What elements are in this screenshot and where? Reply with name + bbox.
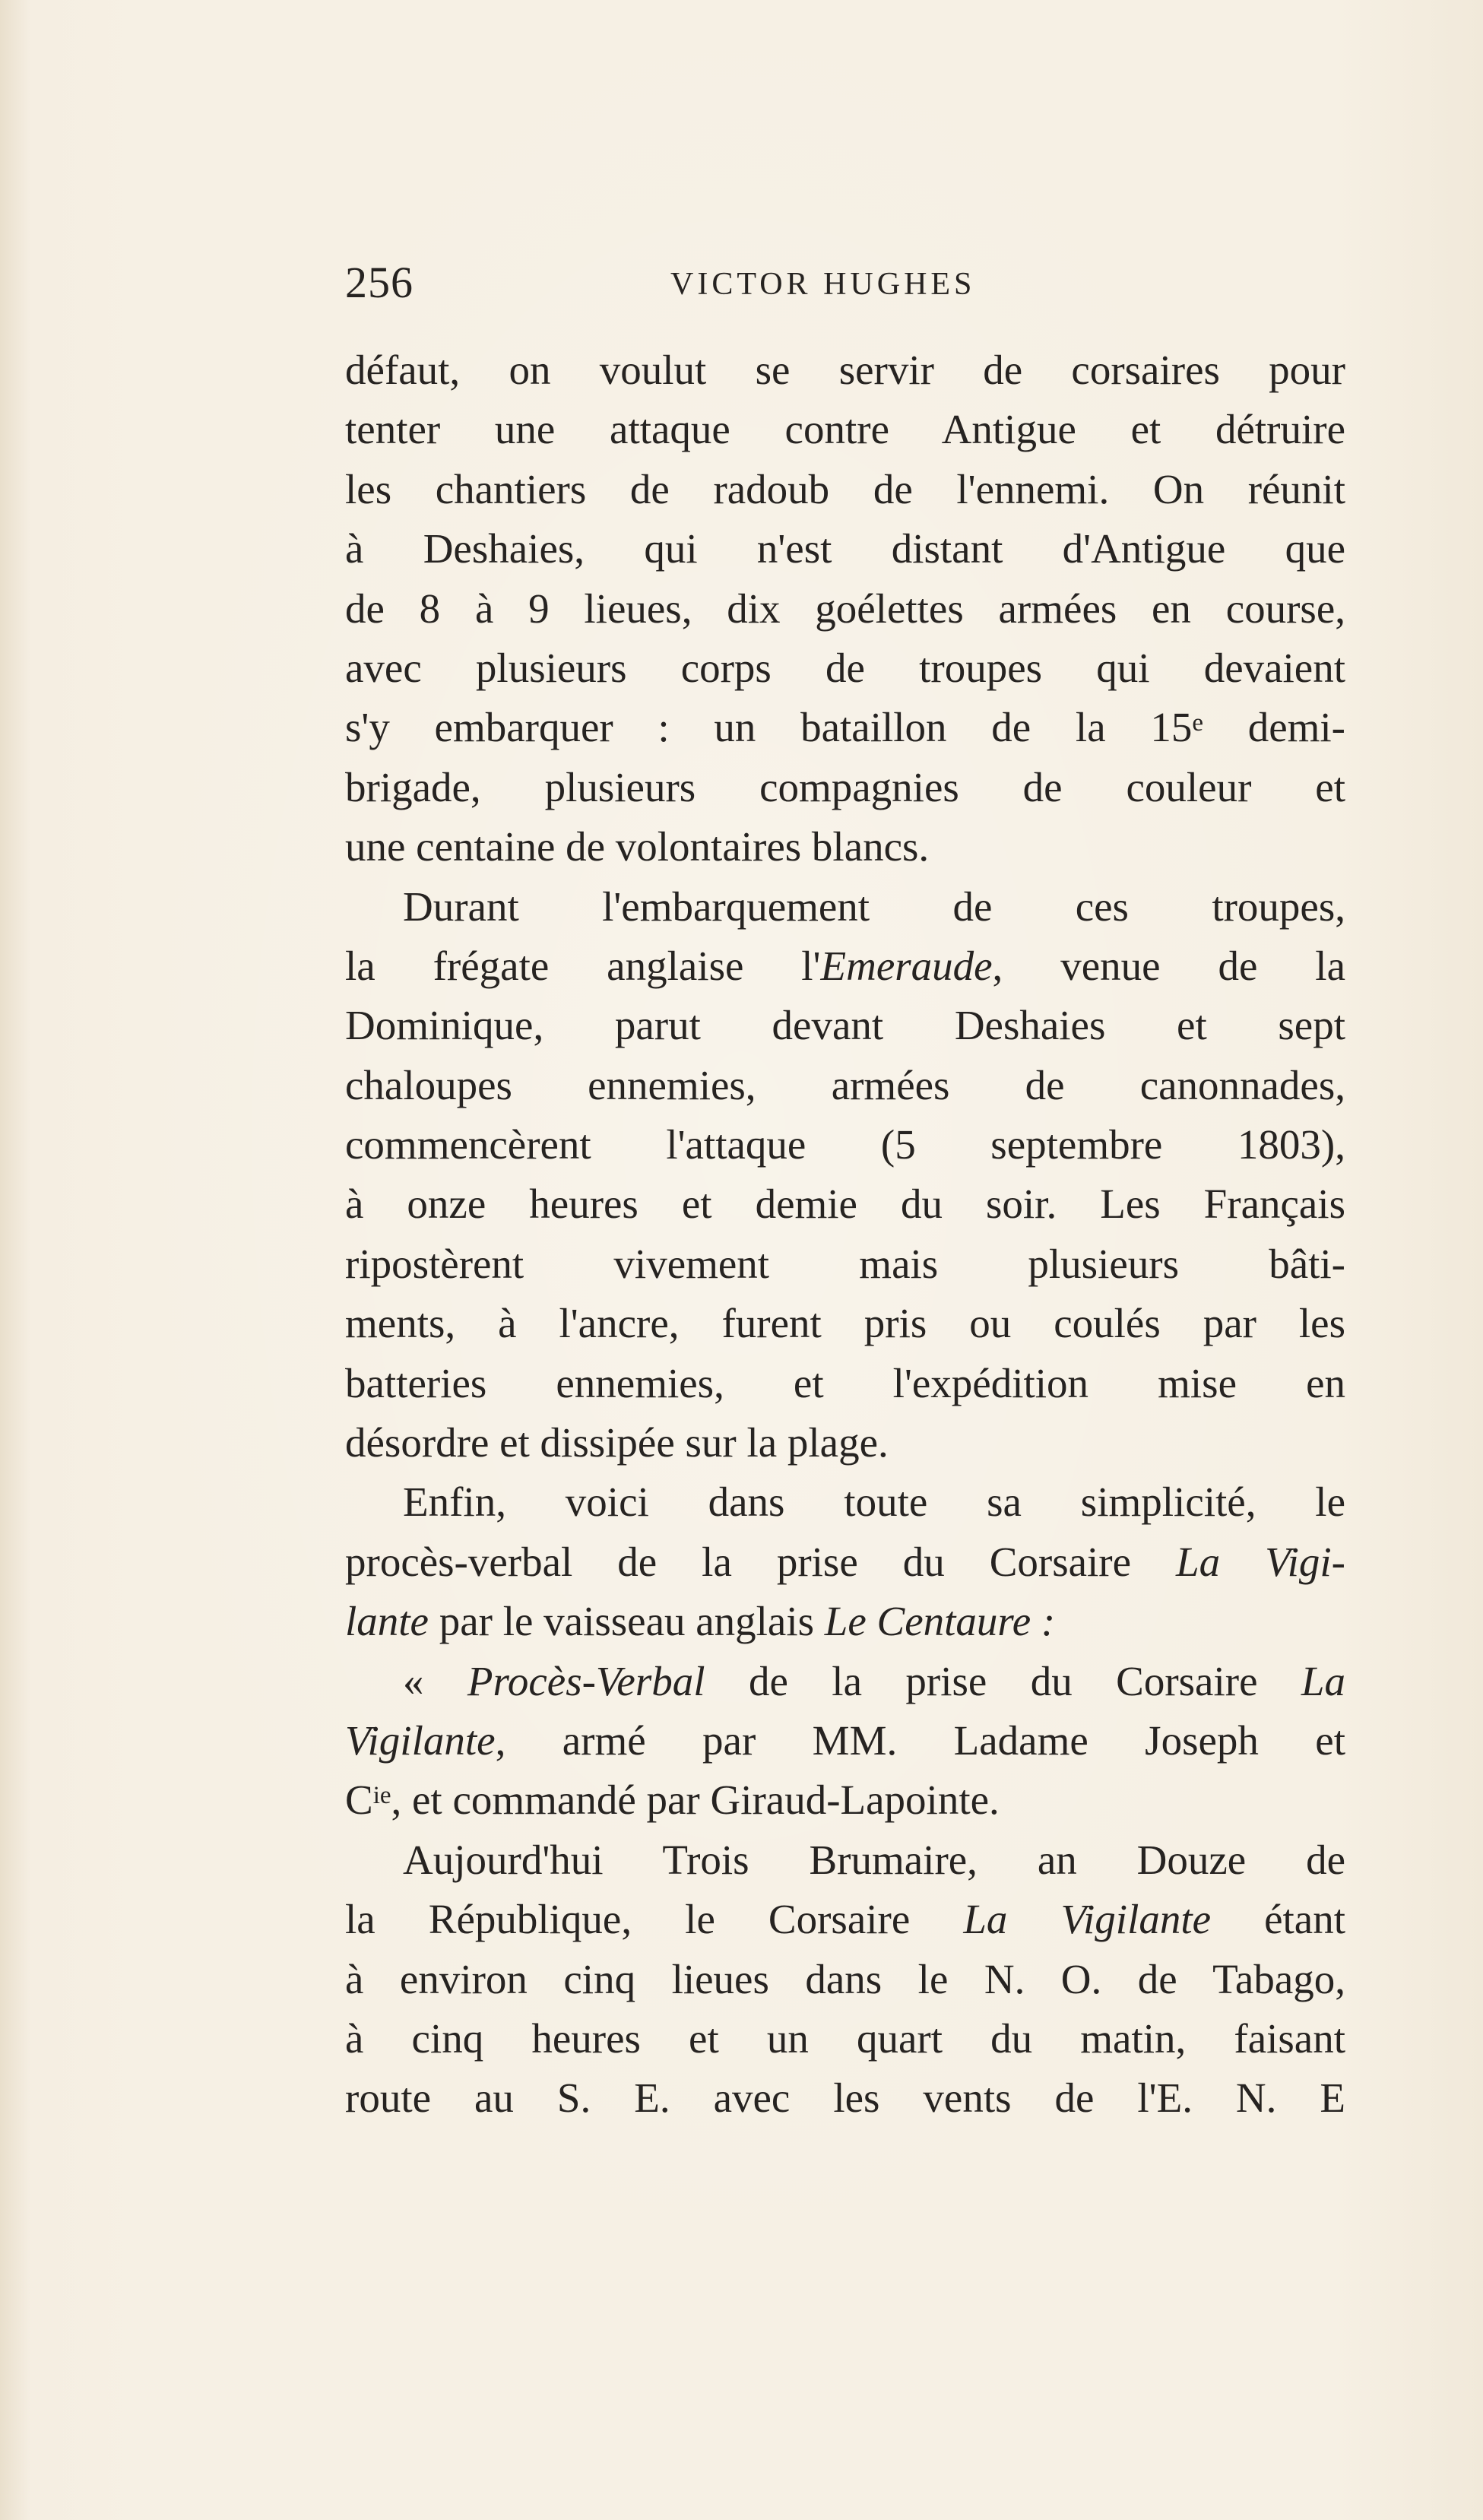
running-title: VICTOR HUGHES [670,267,976,302]
text-line [345,1592,1345,1651]
italic-title: Le Centaure : [824,1598,1056,1645]
text-line: à onze heures et demie du soir. Les Français [345,1181,1345,1228]
text-span: C [345,1777,373,1824]
text-span: la République, le Corsaire [345,1896,964,1943]
text-line: ripostèrent vivement mais plusieurs bâti- [345,1240,1345,1287]
text-line: chaloupes ennemies, armées de canonnades, [345,1061,1345,1108]
superscript: ie [372,1781,391,1809]
page-number: 256 [345,258,414,307]
text-span: demi- [1203,704,1345,751]
text-line [345,1711,1345,1770]
text-line: brigade, plusieurs compagnies de couleur et [345,763,1345,810]
page-header [345,252,1345,313]
text-line: à environ cinq lieues dans le N. O. de Tabago, [345,1955,1345,2002]
body-text [345,341,1345,2129]
text-line: Enfin, voici dans toute sa simplicité, le [403,1479,1345,1526]
italic-title: La [1301,1657,1345,1704]
text-span: , venue de la [992,942,1345,989]
italic-title: La Vigilante [963,1896,1212,1943]
text-span: la frégate anglaise l' [345,942,821,989]
text-line: désordre et dissipée sur la plage. [345,1419,889,1466]
text-line [345,1533,1345,1592]
text-span: procès-verbal de la prise du Corsaire [345,1538,1177,1585]
italic-title: Vigilante [345,1716,496,1764]
text-span: par le vaisseau anglais [428,1598,825,1645]
text-span: , armé par MM. Ladame Joseph et [495,1716,1345,1764]
text-line [345,1770,1345,1830]
text-line: une centaine de volontaires blancs. [345,823,930,870]
text-line: batteries ennemies, et l'expédition mise en [345,1359,1345,1406]
italic-title: Emeraude [820,942,993,989]
italic-title: La Vigi- [1176,1538,1345,1585]
text-span: de la prise du Corsaire [705,1657,1301,1704]
text-line: Durant l'embarquement de ces troupes, [403,883,1345,930]
text-line: à cinq heures et un quart du matin, faisant [345,2014,1345,2062]
text-span: , et commandé par Giraud-Lapointe. [391,1777,1000,1824]
text-line: avec plusieurs corps de troupes qui devaient [345,644,1345,691]
text-line: à Deshaies, qui n'est distant d'Antigue que [345,525,1345,572]
text-line [345,698,1345,757]
italic-title: lante [345,1598,429,1645]
text-line [345,1652,1345,1711]
italic-title: Procès-Verbal [467,1657,705,1704]
text-line: Aujourd'hui Trois Brumaire, an Douze de [403,1836,1345,1883]
text-line: commencèrent l'attaque (5 septembre 1803), [345,1121,1345,1168]
text-span: étant [1211,1896,1345,1943]
text-line: de 8 à 9 lieues, dix goélettes armées en course, [345,585,1345,632]
superscript: e [1192,708,1203,737]
text-line: ments, à l'ancre, furent pris ou coulés par les [345,1300,1345,1347]
text-line [345,937,1345,996]
text-line [345,1890,1345,1949]
text-line: les chantiers de radoub de l'ennemi. On réunit [345,465,1345,512]
text-span: « [403,1657,467,1704]
text-line: défaut, on voulut se servir de corsaires pour [345,347,1345,393]
text-line: tenter une attaque contre Antigue et détruire [345,406,1345,453]
text-span: s'y embarquer : un bataillon de la 15 [345,704,1193,751]
text-line: Dominique, parut devant Deshaies et sept [345,1002,1345,1049]
text-line: route au S. E. avec les vents de l'E. N. E [345,2075,1345,2122]
